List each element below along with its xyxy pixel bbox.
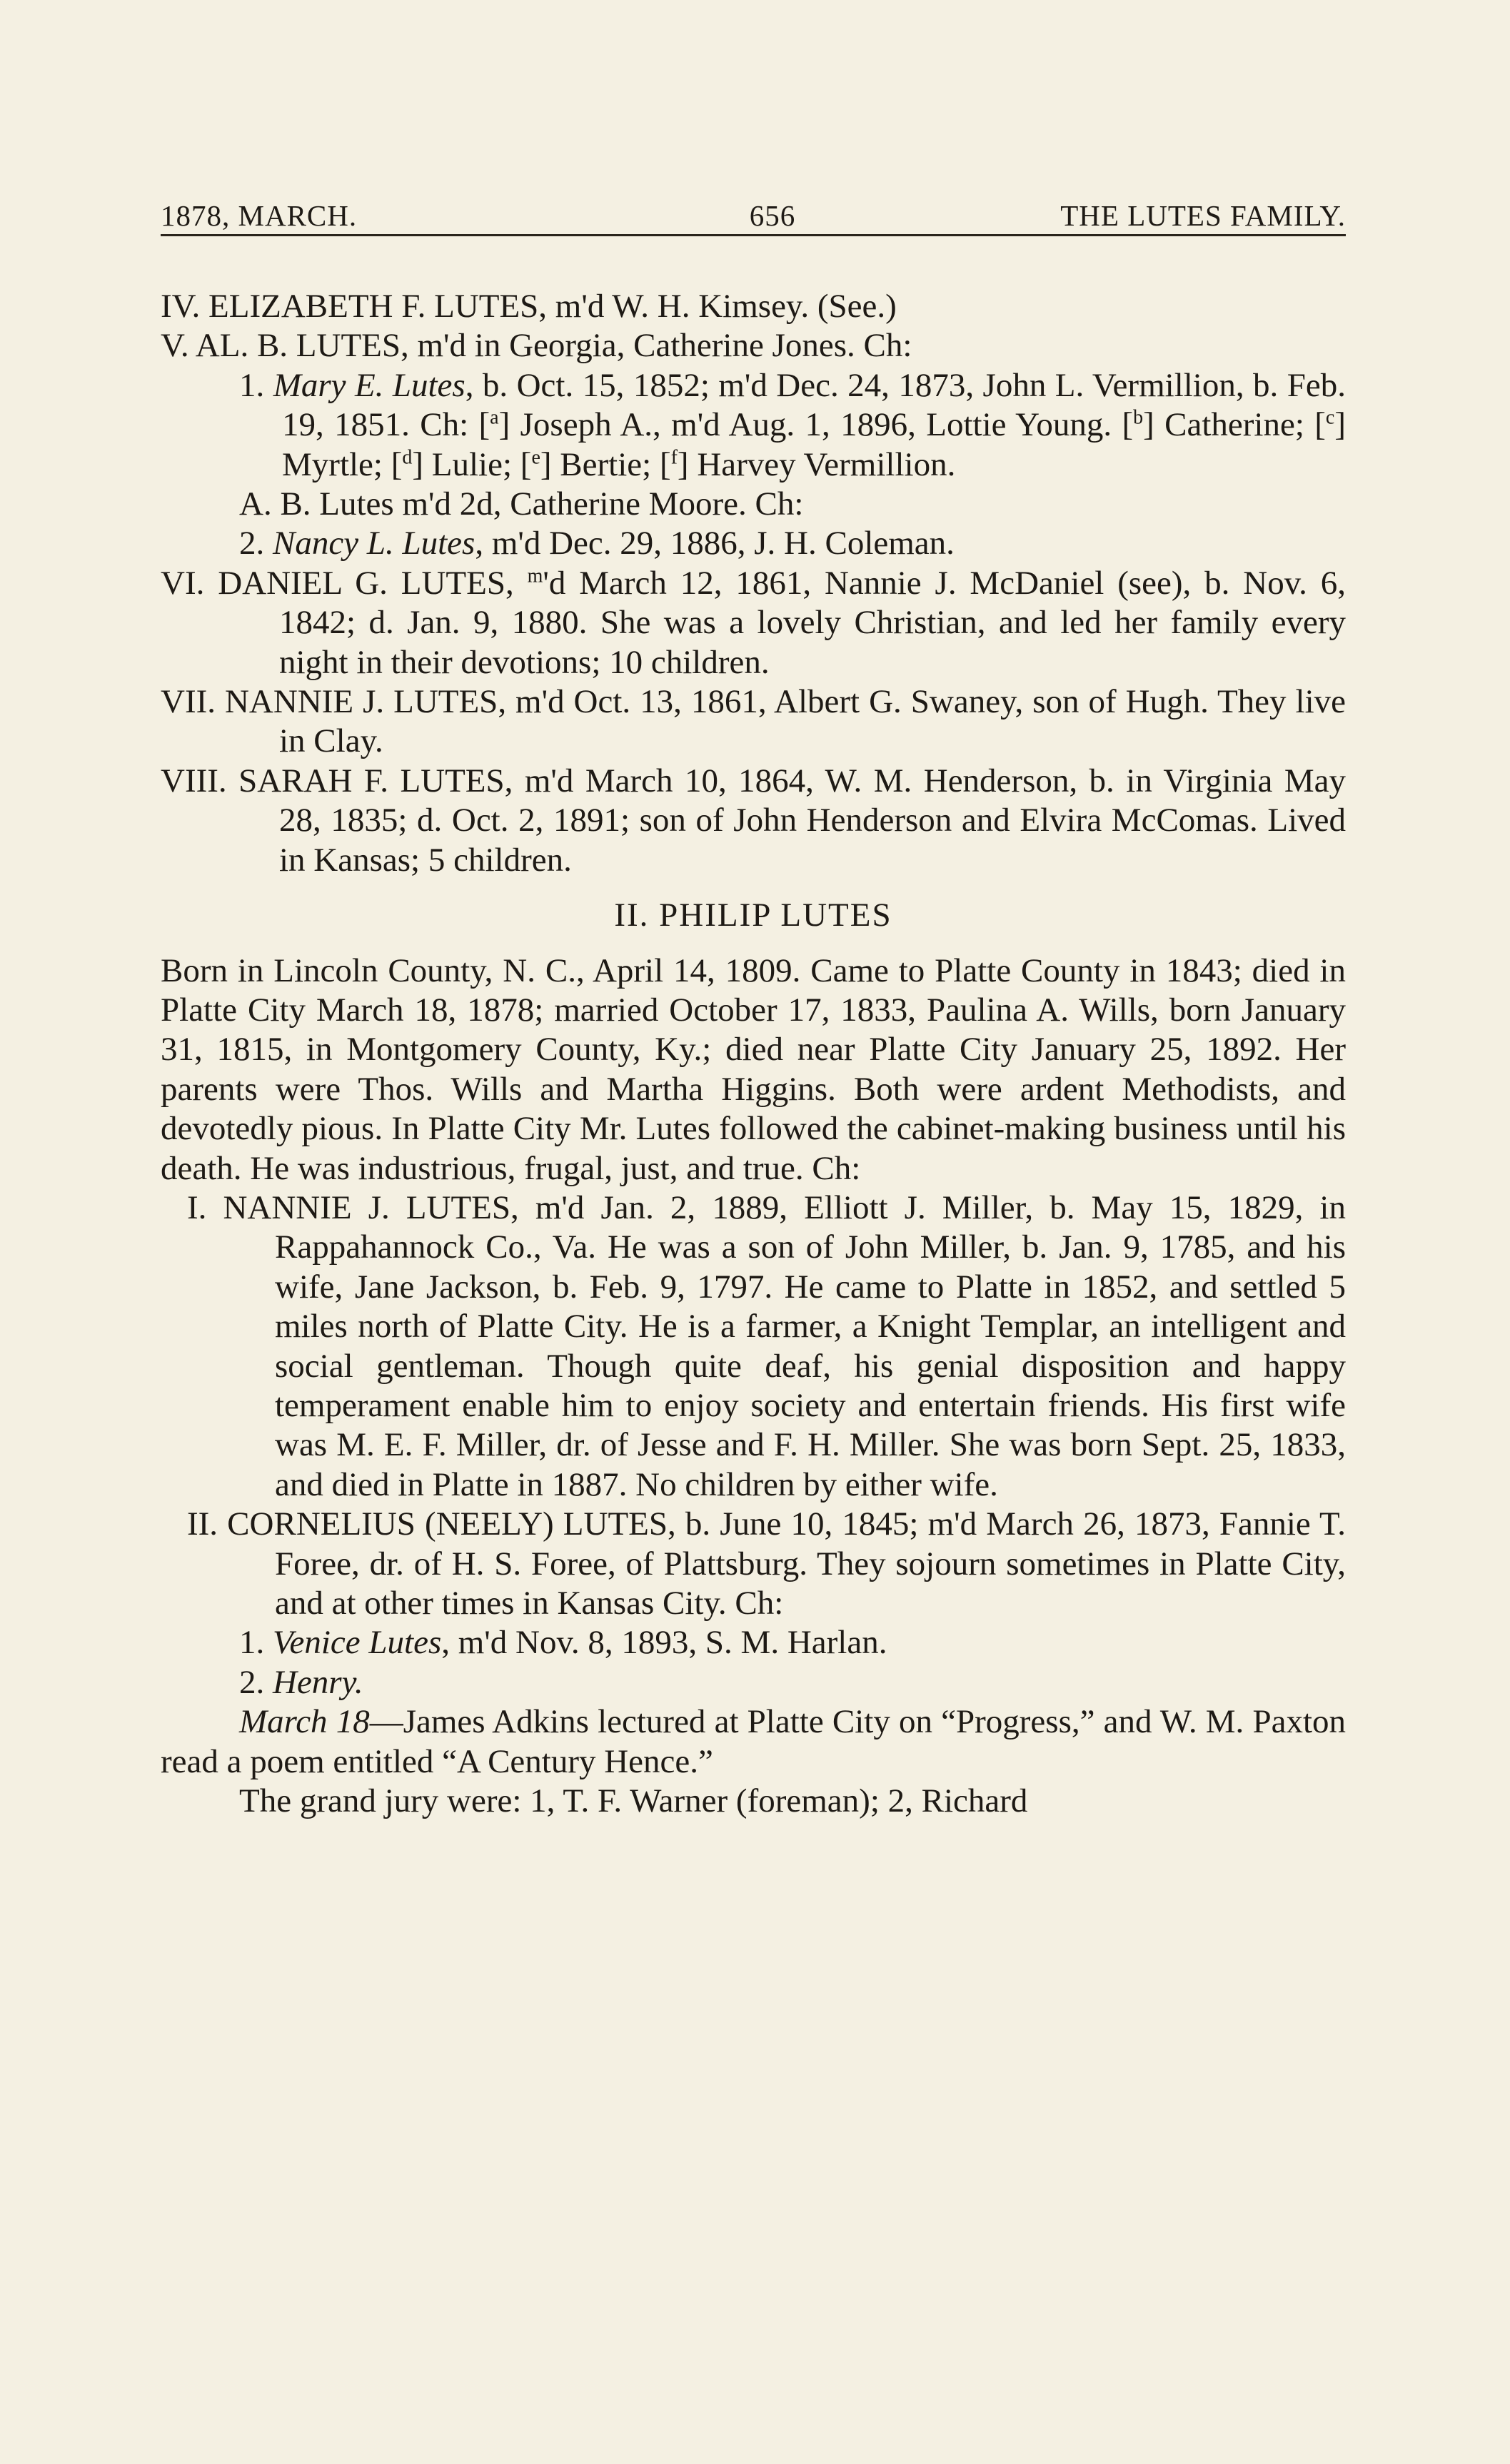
entry-viii: VIII. SARAH F. LUTES, m'd March 10, 1864, W. M. Henderson, b. in Virginia May 28, 1835; d. Oct. 2, 1891; son of John Henderson and Elvira McComas. Lived in Kansas; 5 children. bbox=[161, 762, 1346, 879]
child-text: ] Bertie; [ bbox=[540, 445, 671, 483]
running-header bbox=[161, 194, 1346, 236]
entry-text: 'd March 12, 1861, Nannie J. McDaniel (see), b. Nov. 6, 1842; d. Jan. 9, 1880. She was a lovely Christian, and led her family every night in their devotions; 10 children. bbox=[279, 564, 1346, 681]
entry-iv: IV. ELIZABETH F. LUTES, m'd W. H. Kimsey. (See.) bbox=[161, 288, 897, 325]
child-number: 2. bbox=[239, 525, 265, 562]
header-title: THE LUTES FAMILY. bbox=[1060, 199, 1346, 232]
child-text: ] Harvey Vermillion. bbox=[677, 445, 956, 483]
section-intro: Born in Lincoln County, N. C., April 14, 1809. Came to Platte County in 1843; died in Platte City March 18, 1878; married October 17, 1833, Paulina A. Wills, born January 31, 1815, in Montgomery County, Ky.; died near Platte City January 25, 1892. Her parents were Thos. Wills and Martha Higgins. Both were ardent Methodists, and devotedly pious. In Platte City Mr. Lutes followed the cabinet-making business until his death. He was industrious, frugal, just, and true. Ch: bbox=[161, 951, 1346, 1187]
child-text: ] Joseph A., m'd Aug. 1, 1896, Lottie Young. [ bbox=[498, 406, 1134, 444]
entry-v-child-2 bbox=[161, 524, 1346, 563]
footnote-letter: b bbox=[1133, 406, 1144, 429]
child-text: ] Myrtle; [ bbox=[282, 406, 1347, 483]
footnote-letter: e bbox=[531, 445, 540, 468]
note-date: March 18 bbox=[239, 1703, 370, 1741]
note-continuation: The grand jury were: 1, T. F. Warner (foreman); 2, Richard bbox=[239, 1782, 1028, 1820]
footnote-letter: a bbox=[490, 406, 499, 429]
child-text: , m'd Nov. 8, 1893, S. M. Harlan. bbox=[441, 1624, 887, 1662]
entry-text: VI. DANIEL G. LUTES, bbox=[161, 564, 528, 602]
header-date: 1878, MARCH. bbox=[161, 199, 358, 232]
grandchild-2 bbox=[161, 1663, 1346, 1702]
note-text: —James Adkins lectured at Platte City on “Progress,” and W. M. Paxton read a poem entitled “A Century Hence.” bbox=[161, 1703, 1346, 1780]
entry-v-child-1 bbox=[161, 366, 1346, 485]
child-name: Henry. bbox=[273, 1663, 363, 1701]
footnote-letter: f bbox=[670, 445, 678, 468]
entry-vii: VII. NANNIE J. LUTES, m'd Oct. 13, 1861, Albert G. Swaney, son of Hugh. They live in Clay. bbox=[161, 683, 1346, 760]
entry-v-second-marriage: A. B. Lutes m'd 2d, Catherine Moore. Ch: bbox=[239, 485, 804, 523]
grandchild-1 bbox=[161, 1623, 1346, 1662]
child-number: 1. bbox=[239, 1624, 265, 1662]
child-number: 2. bbox=[239, 1663, 265, 1701]
child-text: ] Lulie; [ bbox=[412, 445, 532, 483]
child-text: , m'd Dec. 29, 1886, J. H. Coleman. bbox=[475, 525, 955, 562]
child-entry-i: I. NANNIE J. LUTES, m'd Jan. 2, 1889, Elliott J. Miller, b. May 15, 1829, in Rappahannock Co., Va. He was a son of John Miller, b. Jan. 9, 1785, and his wife, Jane Jackson, b. Feb. 9, 1797. He came to Platte in 1852, and settled 5 miles north of Platte City. He is a farmer, a Knight Templar, an intelligent and social gentleman. Though quite deaf, his genial disposition and happy temperament enable him to enjoy society and entertain friends. His first wife was M. E. F. Miller, dr. of Jesse and F. H. Miller. She was born Sept. 25, 1833, and died in Platte in 1887. No children by either wife. bbox=[187, 1188, 1346, 1503]
child-entry-ii: II. CORNELIUS (NEELY) LUTES, b. June 10, 1845; m'd March 26, 1873, Fannie T. Foree, dr. of H. S. Foree, of Plattsburg. They sojourn sometimes in Platte City, and at other times in Kansas City. Ch: bbox=[187, 1505, 1346, 1622]
entry-v: V. AL. B. LUTES, m'd in Georgia, Catherine Jones. Ch: bbox=[161, 327, 912, 365]
child-text: ] Catherine; [ bbox=[1143, 406, 1326, 444]
dated-note bbox=[161, 1702, 1346, 1782]
page-number: 656 bbox=[749, 199, 796, 232]
page-body bbox=[161, 287, 1346, 1821]
child-name: Mary E. Lutes bbox=[273, 366, 465, 404]
footnote-letter: d bbox=[402, 445, 413, 468]
footnote-letter: c bbox=[1325, 406, 1335, 429]
child-name: Nancy L. Lutes bbox=[273, 525, 475, 562]
section-heading: II. PHILIP LUTES bbox=[614, 897, 892, 934]
child-text: , b. Oct. 15, 1852; m'd Dec. 24, 1873, John L. Vermillion, b. Feb. 19, 1851. Ch: [ bbox=[282, 366, 1346, 444]
entry-vi bbox=[161, 564, 1346, 682]
child-name: Venice Lutes bbox=[273, 1624, 442, 1662]
superscript: m bbox=[527, 565, 543, 587]
child-number: 1. bbox=[239, 366, 265, 404]
